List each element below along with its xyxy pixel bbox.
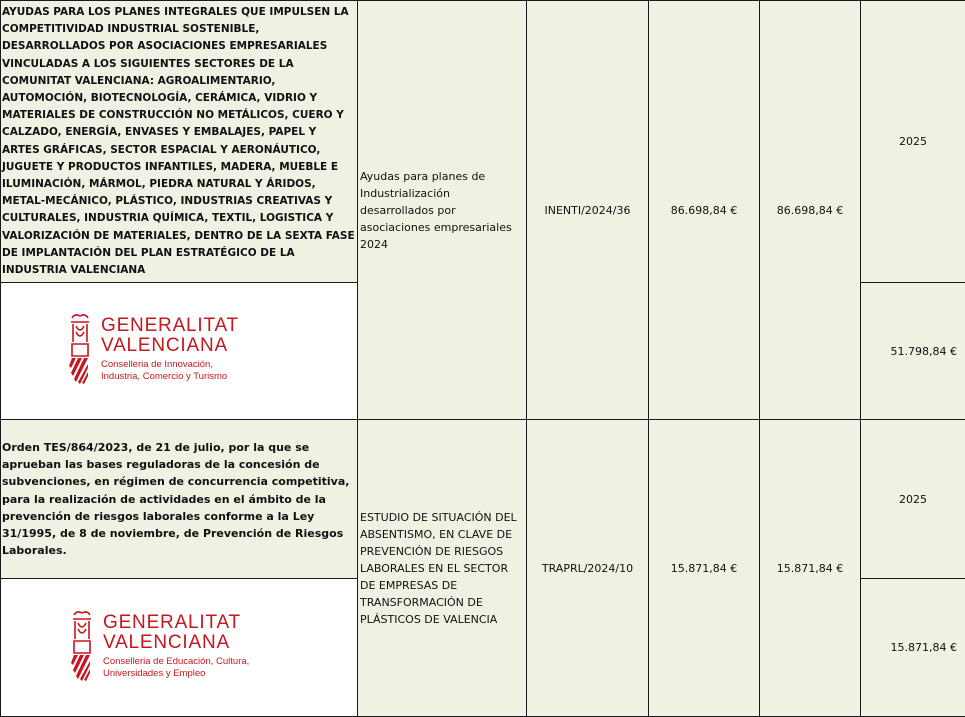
- amount-cell: 86.698,84 €: [649, 1, 760, 420]
- generalitat-logo: [69, 613, 357, 683]
- code-cell: INENTI/2024/36: [527, 1, 649, 420]
- logo-cell: [1, 283, 358, 420]
- amount-cell: 15.871,84 €: [760, 420, 861, 717]
- program-cell: AYUDAS PARA LOS PLANES INTEGRALES QUE IMPULSEN LA COMPETITIVIDAD INDUSTRIAL SOSTENIBLE, DESARROLLADOS POR ASOCIACIONES EMPRESARIALES VINCULADAS A LOS SIGUIENTES SECTORES DE LA COMUNITAT VALENCIANA: AGROALIMENTARIO, AUTOMOCIÓN, BIOTECNOLOGÍA, CERÁMICA, VIDRIO Y MATERIALES DE CONSTRUCCIÓN NO METÁLICOS, CUERO Y CALZADO, ENERGÍA, ENVASES Y EMBALAJES, PAPEL Y ARTES GRÁFICAS, SECTOR ESPACIAL Y AERONÁUTICO, JUGUETE Y PRODUCTOS INFANTILES, MADERA, MUEBLE E ILUMINACIÓN, MÁRMOL, PIEDRA NATURAL Y ÁRIDOS, METAL-MECÁNICO, PLÁSTICO, INDUSTRIAS CREATIVAS Y CULTURALES, INDUSTRIA QUÍMICA, TEXTIL, LOGISTICA Y VALORIZACIÓN DE MATERIALES, DENTRO DE LA SEXTA FASE DE IMPLANTACIÓN DEL PLAN ESTRATÉGICO DE LA INDUSTRIA VALENCIANA: [1, 1, 358, 283]
- logo-sub1: Conselleria de Educación, Cultura,: [103, 656, 249, 668]
- logo-sub2: Industria, Comercio y Turismo: [101, 371, 239, 383]
- year-cell: 2025: [861, 1, 965, 283]
- program-cell: Orden TES/864/2023, de 21 de julio, por la que se aprueban las bases reguladoras de la concesión de subvenciones, en régimen de concurrencia competitiva, para la realización de actividades en el ámbito de la prevención de riesgos laborales conforme a la Ley 31/1995, de 8 de noviembre, de Prevención de Riesgos Laborales.: [1, 420, 358, 579]
- logo-line1: GENERALITAT: [103, 613, 249, 633]
- paid-cell: 15.871,84 €: [861, 579, 965, 717]
- logo-cell: [1, 579, 358, 717]
- description-cell: Ayudas para planes de Industrialización desarrollados por asociaciones empresariales 2024: [358, 1, 527, 420]
- logo-line2: VALENCIANA: [101, 336, 239, 356]
- description-cell: ESTUDIO DE SITUACIÓN DEL ABSENTISMO, EN CLAVE DE PREVENCIÓN DE RIESGOS LABORALES EN EL SECTOR DE EMPRESAS DE TRANSFORMACIÓN DE PLÁSTICOS DE VALENCIA: [358, 420, 527, 717]
- amount-cell: 86.698,84 €: [760, 1, 861, 420]
- table-row: [1, 420, 965, 579]
- logo-line1: GENERALITAT: [101, 316, 239, 336]
- code-cell: TRAPRL/2024/10: [527, 420, 649, 717]
- paid-cell: 51.798,84 €: [861, 283, 965, 420]
- logo-line2: VALENCIANA: [103, 633, 249, 653]
- amount-cell: 15.871,84 €: [649, 420, 760, 717]
- year-cell: 2025: [861, 420, 965, 579]
- table-row: [1, 1, 965, 283]
- generalitat-valenciana-shield-icon: [69, 609, 95, 683]
- logo-sub1: Conselleria de Innovación,: [101, 359, 239, 371]
- logo-sub2: Universidades y Empleo: [103, 668, 249, 680]
- generalitat-logo: [67, 316, 357, 386]
- generalitat-valenciana-shield-icon: [67, 312, 93, 386]
